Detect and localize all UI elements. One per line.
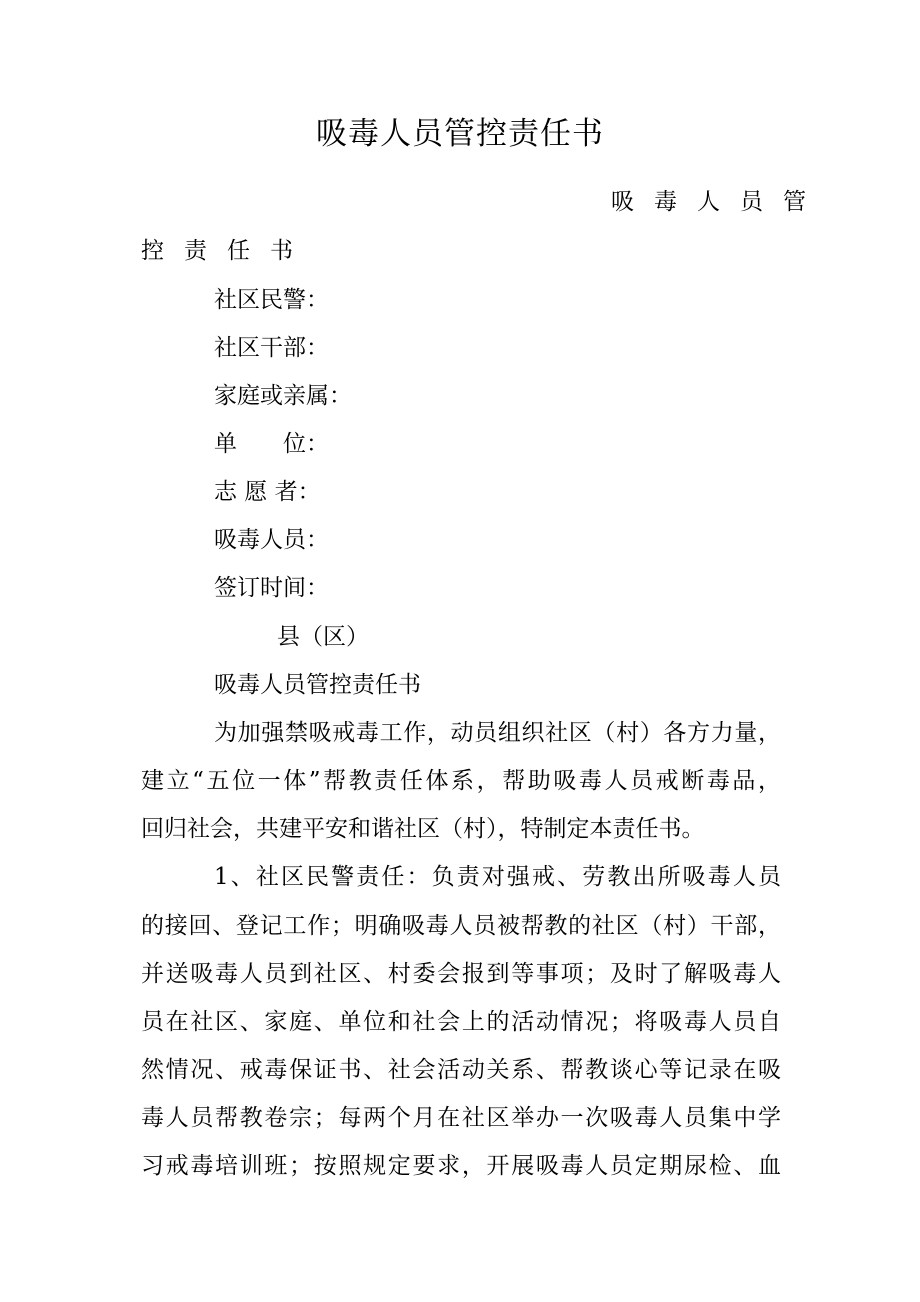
clause1-line-7: 习戒毒培训班；按照规定要求，开展吸毒人员定期尿检、血 bbox=[141, 1153, 781, 1179]
field-family: 家庭或亲属： bbox=[214, 383, 352, 409]
cover-title-line-1: 吸毒人员管 bbox=[611, 189, 826, 215]
county-label: 县（区） bbox=[277, 624, 369, 650]
clause1-line-5: 然情况、戒毒保证书、社会活动关系、帮教谈心等记录在吸 bbox=[141, 1057, 781, 1083]
clause1-line-6: 毒人员帮教卷宗；每两个月在社区举办一次吸毒人员集中学 bbox=[141, 1105, 781, 1131]
field-community-cadre: 社区干部： bbox=[214, 335, 329, 361]
field-volunteer: 志 愿 者： bbox=[214, 479, 321, 505]
field-community-police: 社区民警： bbox=[214, 287, 329, 313]
clause1-line-1: 1、社区民警责任：负责对强戒、劳教出所吸毒人员 bbox=[214, 864, 781, 890]
clause1-line-2: 的接回、登记工作；明确吸毒人员被帮教的社区（村）干部， bbox=[141, 913, 781, 939]
document-title: 吸毒人员管控责任书 bbox=[316, 116, 604, 152]
intro-line-1: 为加强禁吸戒毒工作，动员组织社区（村）各方力量， bbox=[214, 720, 781, 746]
field-unit: 单 位： bbox=[214, 431, 329, 457]
field-drug-user: 吸毒人员： bbox=[214, 527, 329, 553]
document-subtitle: 吸毒人员管控责任书 bbox=[214, 672, 421, 698]
clause1-line-3: 并送吸毒人员到社区、村委会报到等事项；及时了解吸毒人 bbox=[141, 961, 781, 987]
clause1-line-4: 员在社区、家庭、单位和社会上的活动情况；将吸毒人员自 bbox=[141, 1009, 781, 1035]
intro-line-3: 回归社会，共建平安和谐社区（村），特制定本责任书。 bbox=[141, 816, 705, 842]
cover-title-line-2: 控责任书 bbox=[141, 238, 313, 264]
intro-line-2: 建立“五位一体”帮教责任体系，帮助吸毒人员戒断毒品， bbox=[141, 768, 781, 794]
field-signing-date: 签订时间： bbox=[214, 575, 329, 601]
